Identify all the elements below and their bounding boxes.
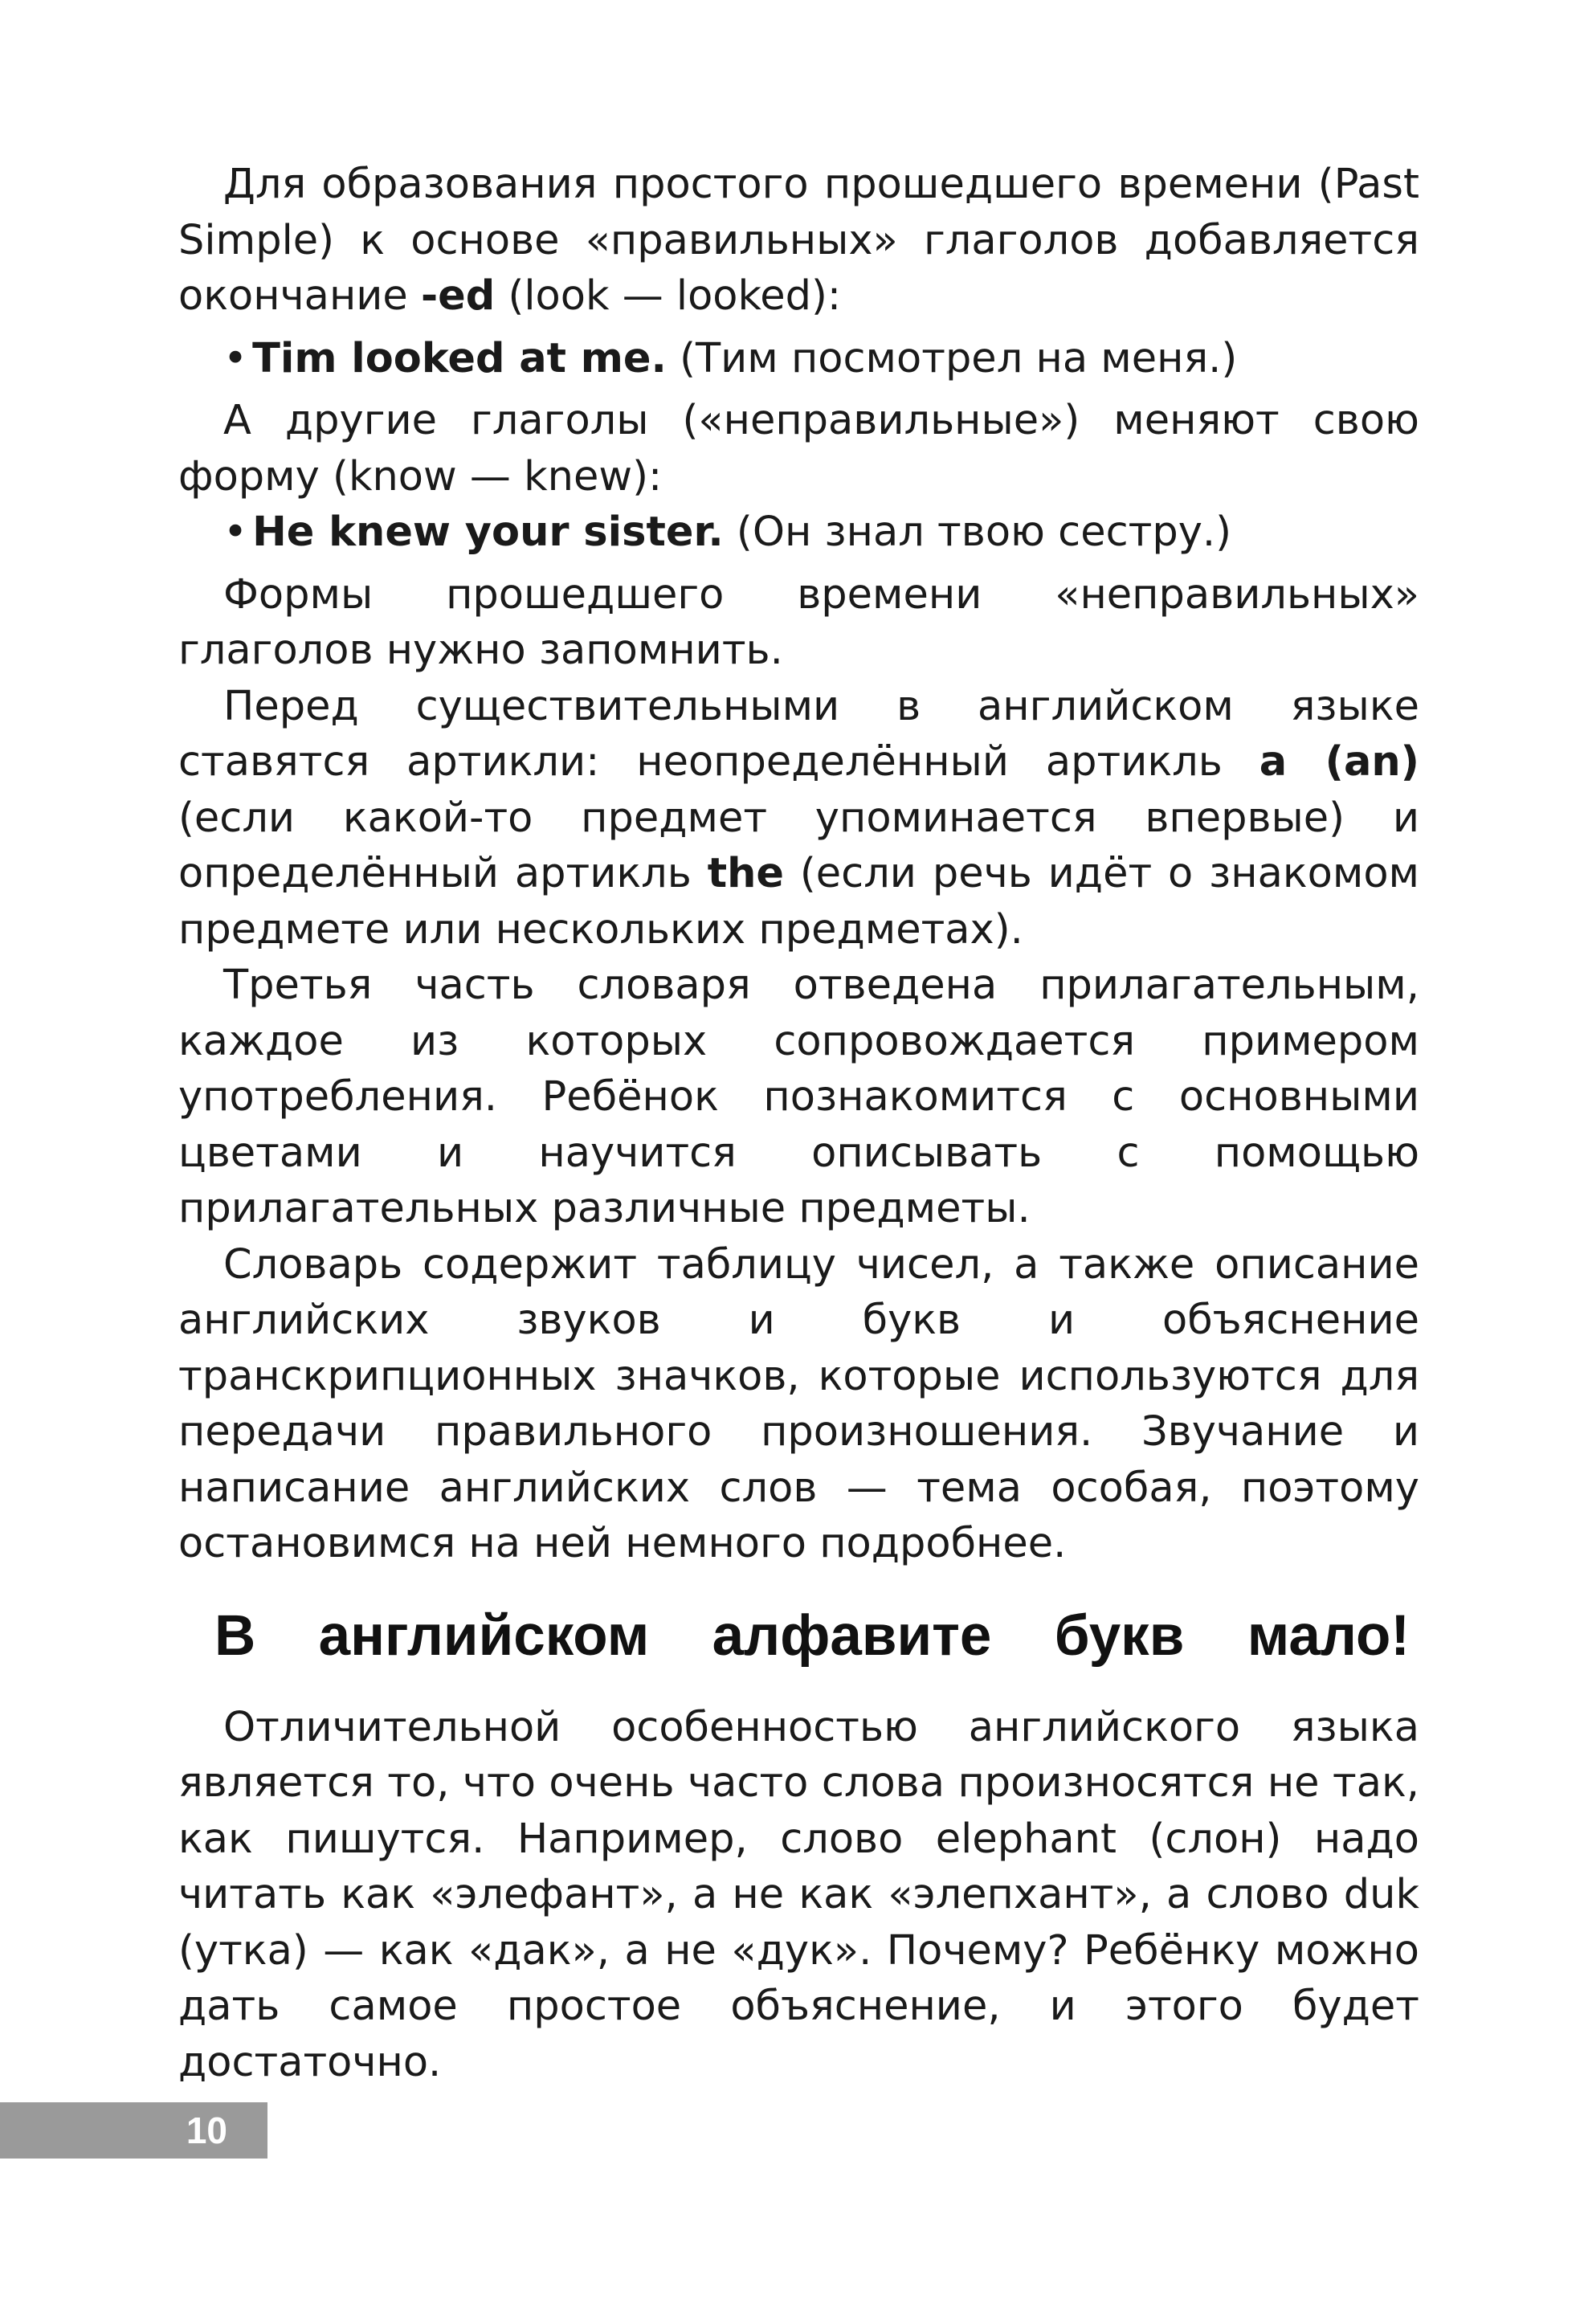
article-indefinite: a (an) bbox=[1259, 738, 1419, 786]
paragraph-past-simple bbox=[178, 157, 1419, 325]
example-english: He knew your sister. bbox=[252, 509, 724, 556]
articles-text-b: (если какой-то предмет упоминается впервые) и определённый артикль bbox=[178, 794, 1419, 897]
ed-ending: -ed bbox=[421, 272, 496, 320]
example-bullet-regular bbox=[178, 331, 1419, 387]
page-number-bar bbox=[0, 2102, 267, 2159]
page-body bbox=[178, 157, 1419, 2090]
section-heading: В английском алфавите букв мало! bbox=[214, 1603, 1410, 1668]
paragraph-adjectives: Третья часть словаря отведена прилагательным, каждое из которых сопровождается примером употребления. Ребёнок познакомится с основными цветами и научится описывать с помощью прилагательных различные предметы. bbox=[178, 962, 1419, 1232]
page-number: 10 bbox=[186, 2110, 227, 2151]
bullet-dot-icon: • bbox=[223, 334, 248, 382]
paragraph-memorize: Формы прошедшего времени «неправильных» глаголов нужно запомнить. bbox=[178, 570, 1419, 674]
articles-text-a: Перед существительными в английском языке ставятся артикли: неопределённый артикль bbox=[178, 682, 1419, 786]
example-bullet-irregular bbox=[178, 504, 1419, 561]
paragraph-articles bbox=[178, 679, 1419, 958]
paragraph-past-simple-tail: (look — looked): bbox=[495, 272, 842, 320]
example-translation: (Тим посмотрел на меня.) bbox=[666, 334, 1238, 382]
paragraph-pronunciation: Отличительной особенностью английского языка является то, что очень часто слова произносятся не так, как пишутся. Например, слово elephant (слон) надо читать как «элефант», а не как «элепхант», а слово duk (утка) — как «дак», а не «дук». Почему? Ребёнку можно дать самое простое объяснение, и этого будет достаточно. bbox=[178, 1703, 1419, 2086]
bullet-dot-icon: • bbox=[223, 509, 248, 556]
article-definite: the bbox=[707, 850, 785, 897]
paragraph-dictionary: Словарь содержит таблицу чисел, а также описание английских звуков и букв и объяснение транскрипционных значков, которые используются для передачи правильного произношения. Звучание и написание английских слов — тема особая, поэтому остановимся на ней немного подробнее. bbox=[178, 1240, 1419, 1567]
example-translation: (Он знал твою сестру.) bbox=[723, 509, 1231, 556]
articles-text-c: (если речь идёт о знакомом предмете или нескольких предметах). bbox=[178, 850, 1420, 954]
example-english: Tim looked at me. bbox=[252, 334, 667, 382]
paragraph-irregular: А другие глаголы («неправильные») меняют свою форму (know — knew): bbox=[178, 397, 1419, 500]
paragraph-past-simple-text: Для образования простого прошедшего времени (Past Simple) к основе «правильных» глаголов добавляется окончание bbox=[178, 161, 1419, 320]
